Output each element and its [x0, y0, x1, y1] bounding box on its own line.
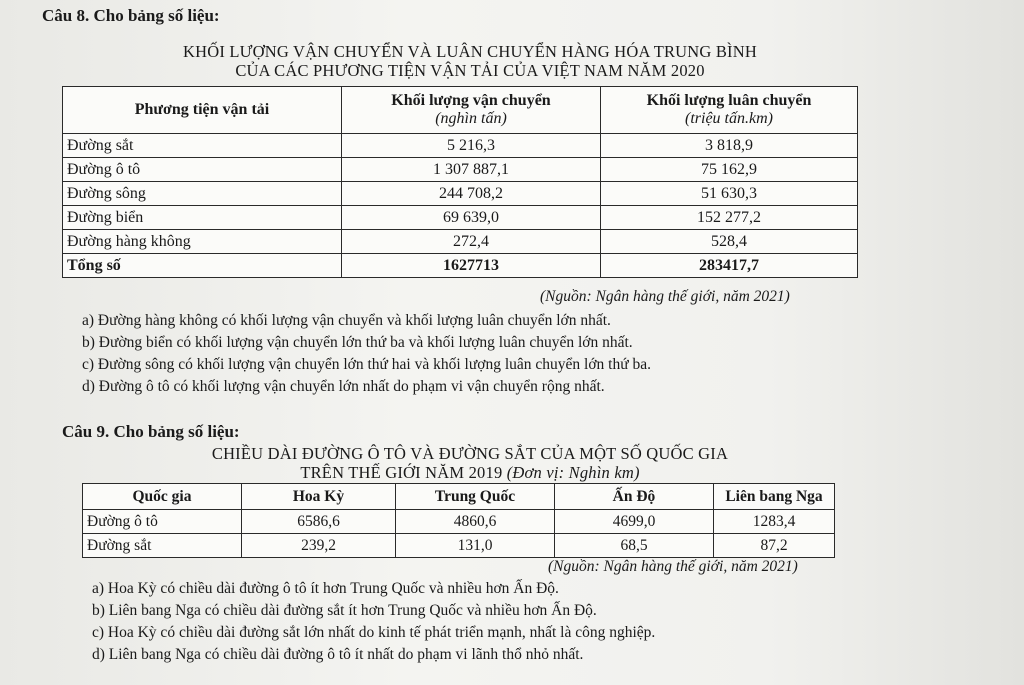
q9-title [60, 444, 880, 482]
table-row [63, 230, 858, 254]
q9-heading [62, 422, 240, 442]
q8-col-header-turnover-unit: (triệu tấn.km) [685, 110, 773, 127]
q9-header-row [83, 484, 835, 510]
q9-col-header-russia: Liên bang Nga [714, 484, 835, 510]
q9-cell: 68,5 [555, 534, 714, 558]
q9-cell: 4860,6 [396, 510, 555, 534]
table-row [63, 182, 858, 206]
table-row [63, 134, 858, 158]
q9-table [82, 483, 835, 558]
q8-row-name: Đường ô tô [63, 158, 342, 182]
q9-col-header-india: Ấn Độ [555, 484, 714, 510]
q8-header-row [63, 87, 858, 134]
q9-cell: 6586,6 [242, 510, 396, 534]
q9-option-b: b) Liên bang Nga có chiều dài đường sắt ít hơn Trung Quốc và nhiều hơn Ấn Độ. [92, 602, 597, 619]
q8-col-header-vehicle: Phương tiện vận tải [63, 87, 342, 134]
q8-col-header-turnover-label: Khối lượng luân chuyển [646, 92, 812, 109]
q8-table [62, 86, 858, 278]
q9-title-line2-wrap [60, 463, 880, 482]
q9-row-name: Đường ô tô [83, 510, 242, 534]
q9-option-a: a) Hoa Kỳ có chiều dài đường ô tô ít hơn Trung Quốc và nhiều hơn Ấn Độ. [92, 580, 559, 597]
q8-source: (Nguồn: Ngân hàng thế giới, năm 2021) [540, 288, 790, 305]
q8-row-turnover: 152 277,2 [601, 206, 858, 230]
q8-col-header-volume-label: Khối lượng vận chuyển [391, 92, 551, 109]
q8-option-b: b) Đường biển có khối lượng vận chuyển lớn thứ ba và khối lượng luân chuyển lớn nhất. [82, 334, 633, 351]
q8-row-name: Đường hàng không [63, 230, 342, 254]
q9-option-c: c) Hoa Kỳ có chiều dài đường sắt lớn nhất do kinh tế phát triển mạnh, nhất là công nghiệp. [92, 624, 656, 641]
q8-total-volume: 1627713 [342, 254, 601, 278]
q8-col-header-volume-unit: (nghìn tấn) [435, 110, 507, 127]
q9-cell: 239,2 [242, 534, 396, 558]
q8-row-turnover: 3 818,9 [601, 134, 858, 158]
table-row [83, 534, 835, 558]
table-row [63, 158, 858, 182]
q8-option-c: c) Đường sông có khối lượng vận chuyển lớn thứ hai và khối lượng luân chuyển lớn thứ ba. [82, 356, 651, 373]
q8-option-d: d) Đường ô tô có khối lượng vận chuyển lớn nhất do phạm vi vận chuyển rộng nhất. [82, 378, 605, 395]
q8-row-turnover: 75 162,9 [601, 158, 858, 182]
q8-row-volume: 272,4 [342, 230, 601, 254]
q8-total-name: Tổng số [63, 254, 342, 278]
q8-row-turnover: 528,4 [601, 230, 858, 254]
q9-cell: 1283,4 [714, 510, 835, 534]
q9-cell: 131,0 [396, 534, 555, 558]
q9-source: (Nguồn: Ngân hàng thế giới, năm 2021) [548, 558, 798, 575]
table-row [63, 206, 858, 230]
q9-col-header-usa: Hoa Kỳ [242, 484, 396, 510]
q8-title-line2: CỦA CÁC PHƯƠNG TIỆN VẬN TẢI CỦA VIỆT NAM NĂM 2020 [235, 61, 705, 80]
q8-heading [42, 6, 220, 26]
table-row [83, 510, 835, 534]
q9-cell: 87,2 [714, 534, 835, 558]
q8-row-volume: 69 639,0 [342, 206, 601, 230]
q8-row-name: Đường sắt [63, 134, 342, 158]
q8-option-a: a) Đường hàng không có khối lượng vận chuyển và khối lượng luân chuyển lớn nhất. [82, 312, 611, 329]
q9-option-d: d) Liên bang Nga có chiều dài đường ô tô ít nhất do phạm vi lãnh thổ nhỏ nhất. [92, 646, 584, 663]
q9-heading-text: Câu 9. Cho bảng số liệu: [62, 422, 240, 441]
q8-heading-text: Câu 8. Cho bảng số liệu: [42, 6, 220, 25]
q9-title-line1: CHIỀU DÀI ĐƯỜNG Ô TÔ VÀ ĐƯỜNG SẮT CỦA MỘT SỐ QUỐC GIA [211, 444, 729, 463]
q8-row-name: Đường sông [63, 182, 342, 206]
q9-title-line2: TRÊN THẾ GIỚI NĂM 2019 [300, 463, 503, 482]
q8-col-header-volume [342, 87, 601, 134]
q9-row-name: Đường sắt [83, 534, 242, 558]
q8-title-line1: KHỐI LƯỢNG VẬN CHUYỂN VÀ LUÂN CHUYỂN HÀNG HÓA TRUNG BÌNH [183, 42, 757, 61]
q8-row-turnover: 51 630,3 [601, 182, 858, 206]
q8-row-volume: 5 216,3 [342, 134, 601, 158]
q8-total-turnover: 283417,7 [601, 254, 858, 278]
q9-cell: 4699,0 [555, 510, 714, 534]
q9-title-unit: (Đơn vị: Nghìn km) [506, 463, 640, 482]
q9-col-header-country: Quốc gia [83, 484, 242, 510]
q9-col-header-china: Trung Quốc [396, 484, 555, 510]
q8-row-volume: 1 307 887,1 [342, 158, 601, 182]
q8-row-volume: 244 708,2 [342, 182, 601, 206]
q8-col-header-turnover [601, 87, 858, 134]
q8-total-row [63, 254, 858, 278]
q8-title [60, 42, 880, 80]
q8-row-name: Đường biển [63, 206, 342, 230]
